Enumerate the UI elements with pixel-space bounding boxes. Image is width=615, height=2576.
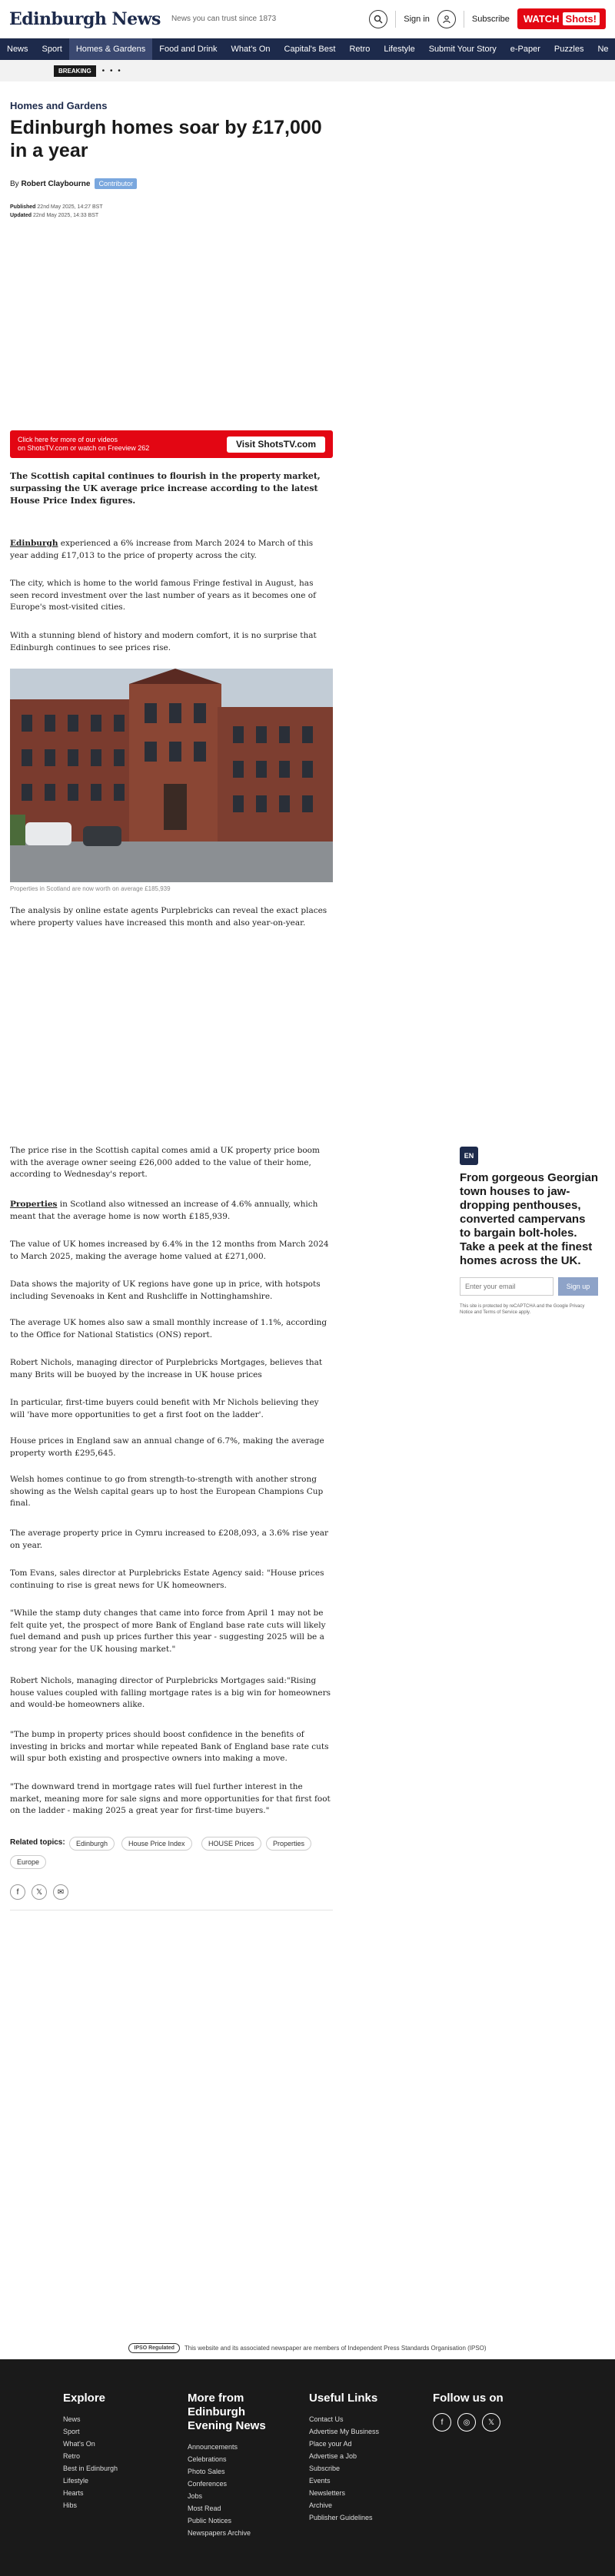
nav-item-epaper[interactable]: e-Paper <box>510 45 540 54</box>
article-photo <box>10 669 333 882</box>
facebook-icon[interactable]: f <box>433 2413 451 2432</box>
footer-link[interactable]: Photo Sales <box>188 2468 225 2475</box>
footer-link[interactable]: Announcements <box>188 2443 238 2451</box>
paragraph: Data shows the majority of UK regions have gone up in price, with hotspots including Sevenoaks in Kent and Rushcliffe in Nottinghamshire. <box>10 1280 321 1301</box>
banner-line-1: Click here for more of our videos <box>18 436 118 443</box>
paragraph: The price rise in the Scottish capital comes amid a UK property price boom with the average owner seeing £26,000 added to the value of their home, according to Wednesday's report. <box>10 1146 320 1179</box>
x-icon[interactable]: 𝕏 <box>482 2413 500 2432</box>
paragraph: Tom Evans, sales director at Purplebricks Estate Agency said: "House prices continuing to rise is great news for UK homeowners. <box>10 1569 324 1590</box>
site-footer <box>0 2359 615 2576</box>
paragraph: "The downward trend in mortgage rates will fuel further interest in the market, meaning more for sale signs and more opportunities for that first foot on the ladder - making 2025 a great year for first-time buyers." <box>10 1782 331 1815</box>
shotstv-banner[interactable] <box>10 430 333 458</box>
paragraph: The average UK homes also saw a small monthly increase of 1.1%, according to the Office for National Statistics (ONS) report. <box>10 1318 327 1339</box>
search-icon[interactable] <box>369 10 387 28</box>
footer-link[interactable]: Hibs <box>63 2501 78 2509</box>
topic-tag[interactable]: Europe <box>10 1855 46 1869</box>
site-logo[interactable]: Edinburgh News <box>9 8 161 29</box>
footer-link[interactable]: Retro <box>63 2452 81 2460</box>
paragraph: "While the stamp duty changes that came into force from April 1 may not be felt quite yet, the prospect of more Bank of England base rate cuts will likely fuel demand and push up prices further this year - suggesting 2025 will be a strong year for the UK housing market." <box>10 1608 326 1654</box>
nav-item-lifestyle[interactable]: Lifestyle <box>384 45 415 54</box>
footer-link[interactable]: Sport <box>63 2428 80 2435</box>
paragraph: Welsh homes continue to go from strength-to-strength with another strong showing as the Welsh capital gears up to host the European Champions Cup final. <box>10 1475 324 1508</box>
nav-item-more[interactable]: Ne <box>597 45 609 54</box>
paragraph: Robert Nichols, managing director of Purplebricks Mortgages, believes that many Brits will be buoyed by the increase in UK house prices <box>10 1358 323 1379</box>
nav-item-retro[interactable]: Retro <box>349 45 371 54</box>
footer-heading: More from Edinburgh Evening News <box>188 2392 266 2432</box>
footer-link[interactable]: Archive <box>309 2501 333 2509</box>
breaking-dots[interactable]: • • • <box>101 66 122 75</box>
nav-item-food-drink[interactable]: Food and Drink <box>159 45 218 54</box>
sign-in-link[interactable]: Sign in <box>404 14 430 24</box>
footer-link[interactable]: Advertise My Business <box>309 2428 380 2435</box>
topic-tag[interactable]: Edinburgh <box>69 1837 115 1851</box>
subscribe-link[interactable]: Subscribe <box>471 14 510 24</box>
footer-link[interactable]: Lifestyle <box>63 2477 89 2485</box>
site-header <box>0 0 615 38</box>
byline-prefix: By <box>10 179 19 188</box>
footer-heading: Explore <box>63 2392 106 2405</box>
footer-link[interactable]: Celebrations <box>188 2455 227 2463</box>
published-label: Published <box>10 204 36 210</box>
paragraph-text: in Scotland also witnessed an increase of 4.6% annually, which meant that the average home is now worth £185,939. <box>10 1200 318 1221</box>
banner-line-2: on ShotsTV.com or watch on Freeview 262 <box>18 444 150 452</box>
nav-item-submit-story[interactable]: Submit Your Story <box>428 45 497 54</box>
footer-link[interactable]: News <box>63 2415 81 2423</box>
paragraph-text: experienced a 6% increase from March 2024 to March of this year adding £17,013 to the price of property across the city. <box>10 539 314 560</box>
watch-shots-button[interactable] <box>517 8 606 29</box>
footer-link[interactable]: Public Notices <box>188 2517 232 2525</box>
footer-heading: Follow us on <box>433 2392 504 2405</box>
facebook-icon[interactable]: f <box>10 1884 25 1900</box>
footer-link[interactable]: Subscribe <box>309 2465 341 2472</box>
ipso-logo[interactable]: IPSO Regulated <box>128 2343 180 2353</box>
footer-link[interactable]: Hearts <box>63 2489 84 2497</box>
nav-item-sport[interactable]: Sport <box>42 45 62 54</box>
footer-link[interactable]: Contact Us <box>309 2415 344 2423</box>
shots-label: Shots! <box>563 12 600 25</box>
sign-up-button[interactable]: Sign up <box>558 1277 598 1296</box>
nav-item-homes-gardens[interactable]: Homes & Gardens <box>69 38 152 60</box>
updated-date: 22nd May 2025, 14:33 BST <box>32 213 99 218</box>
breaking-bar <box>0 60 615 81</box>
visit-shotstv-button[interactable]: Visit ShotsTV.com <box>227 437 325 453</box>
footer-link[interactable]: Conferences <box>188 2480 228 2488</box>
updated-label: Updated <box>10 213 32 218</box>
paragraph: The average property price in Cymru increased to £208,093, a 3.6% rise year on year. <box>10 1529 328 1550</box>
main-nav <box>0 38 615 60</box>
newsletter-logo: EN <box>460 1147 478 1165</box>
byline <box>10 178 137 189</box>
account-icon[interactable] <box>437 10 456 28</box>
author-name[interactable]: Robert Claybourne <box>21 179 91 188</box>
nav-item-whats-on[interactable]: What's On <box>231 45 271 54</box>
footer-heading: Useful Links <box>309 2392 378 2405</box>
footer-link[interactable]: Events <box>309 2477 331 2485</box>
section-link[interactable]: Homes and Gardens <box>10 100 108 111</box>
paragraph: The value of UK homes increased by 6.4% in the 12 months from March 2024 to March 2025, making the average home valued at £271,000. <box>10 1240 329 1261</box>
paragraph: With a stunning blend of history and modern comfort, it is no surprise that Edinburgh continues to see prices rise. <box>10 631 317 652</box>
share-bar <box>10 1884 68 1900</box>
edinburgh-link[interactable]: Edinburgh <box>10 539 58 548</box>
newsletter-signup <box>460 1147 598 1316</box>
photo-caption: Properties in Scotland are now worth on average £185,939 <box>10 885 171 892</box>
newsletter-title: From gorgeous Georgian town houses to jaw-dropping penthouses, converted campervans to bargain bolt-holes. Take a peek at the finest homes across the UK. <box>460 1171 599 1267</box>
footer-more <box>188 2392 288 2539</box>
footer-follow <box>433 2392 548 2432</box>
footer-link[interactable]: Newsletters <box>309 2489 346 2497</box>
topic-tag[interactable]: HOUSE Prices <box>201 1837 261 1851</box>
footer-useful-links <box>309 2392 417 2524</box>
nav-item-news[interactable]: News <box>7 45 28 54</box>
article-lead: The Scottish capital continues to flourish in the property market, surpassing the UK average price increase according to the latest House Price Index figures. <box>10 471 321 506</box>
site-tagline: News you can trust since 1873 <box>171 15 277 23</box>
instagram-icon[interactable]: ◎ <box>457 2413 476 2432</box>
email-input[interactable]: Enter your email <box>460 1277 554 1296</box>
topic-tag[interactable]: Properties <box>266 1837 311 1851</box>
nav-item-puzzles[interactable]: Puzzles <box>554 45 584 54</box>
article-headline: Edinburgh homes soar by £17,000 in a year <box>10 117 322 161</box>
breaking-badge: BREAKING <box>54 65 96 77</box>
footer-explore <box>63 2392 171 2511</box>
ipso-text: This website and its associated newspaper are members of Independent Press Standards Organisation (IPSO) <box>184 2344 487 2352</box>
footer-link[interactable]: What's On <box>63 2440 95 2448</box>
paragraph: The city, which is home to the world famous Fringe festival in August, has seen record investment over the last number of years as it becomes one of Europe's most-visited cities. <box>10 579 316 612</box>
footer-link[interactable]: Jobs <box>188 2492 203 2500</box>
topic-tag[interactable]: House Price Index <box>121 1837 192 1851</box>
x-icon[interactable]: 𝕏 <box>32 1884 47 1900</box>
related-topics-label: Related topics: <box>10 1838 65 1847</box>
footer-link[interactable]: Advertise a Job <box>309 2452 357 2460</box>
paragraph: "The bump in property prices should boost confidence in the benefits of investing in bricks and mortar while repeated Bank of England base rate cuts will spur both existing and prospective owners into making a move. <box>10 1730 329 1763</box>
published-date: 22nd May 2025, 14:27 BST <box>37 204 103 210</box>
footer-link[interactable]: Publisher Guidelines <box>309 2514 373 2521</box>
paragraph <box>10 538 333 562</box>
watch-label: WATCH <box>523 13 560 25</box>
author-role-badge: Contributor <box>95 178 137 189</box>
nav-item-capitals-best[interactable]: Capital's Best <box>284 45 336 54</box>
paragraph: In particular, first-time buyers could benefit with Mr Nichols believing they will 'have more opportunities to get a first foot on the ladder'. <box>10 1398 319 1419</box>
footer-link[interactable]: Newspapers Archive <box>188 2529 251 2537</box>
email-icon[interactable]: ✉ <box>53 1884 68 1900</box>
footer-link[interactable]: Place your Ad <box>309 2440 352 2448</box>
recaptcha-notice: This site is protected by reCAPTCHA and the Google Privacy Notice and Terms of Service apply. <box>460 1304 585 1315</box>
properties-link[interactable]: Properties <box>10 1200 58 1209</box>
paragraph: Robert Nichols, managing director of Purplebricks Mortgages said:"Rising house values coupled with falling mortgage rates is a big win for homeowners and would-be homeowners alike. <box>10 1676 331 1709</box>
paragraph: House prices in England saw an annual change of 6.7%, making the average property worth £295,645. <box>10 1436 324 1458</box>
footer-link[interactable]: Best in Edinburgh <box>63 2465 118 2472</box>
footer-link[interactable]: Most Read <box>188 2505 221 2512</box>
paragraph <box>10 1199 333 1223</box>
divider <box>395 11 396 28</box>
paragraph: The analysis by online estate agents Purplebricks can reveal the exact places where property values have increased this month and also year-on-year. <box>10 906 327 928</box>
article-dates <box>10 203 103 220</box>
ipso-notice <box>0 2336 615 2359</box>
